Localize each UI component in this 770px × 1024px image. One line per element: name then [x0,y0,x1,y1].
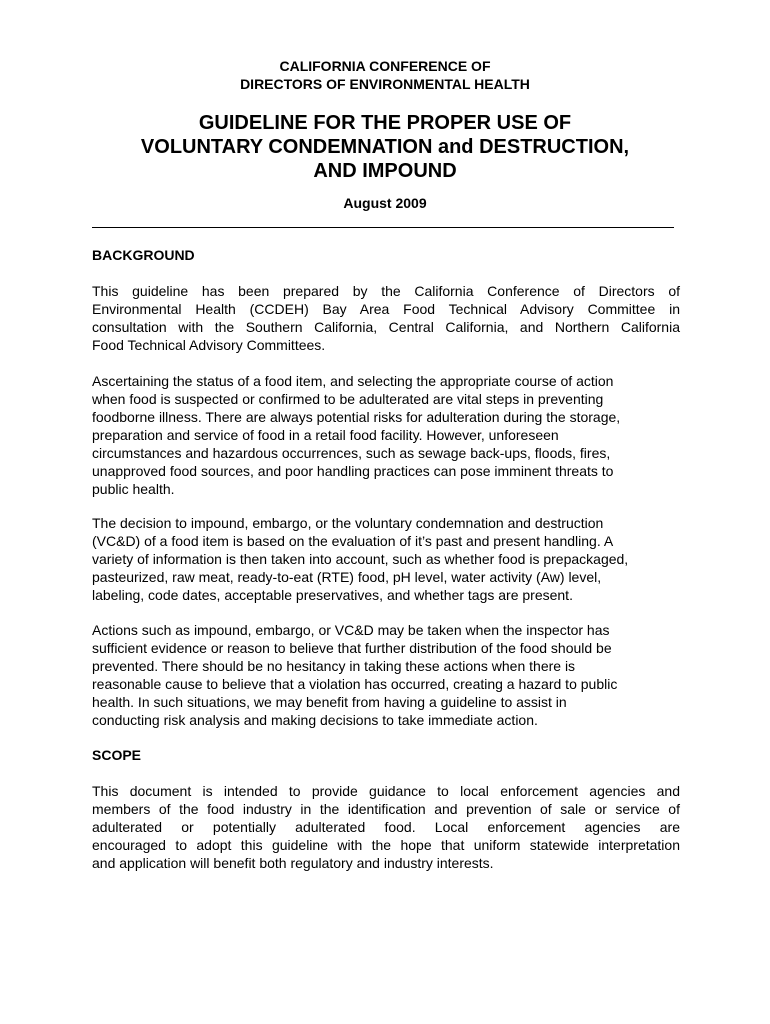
paragraph-line: when food is suspected or confirmed to be adulterated are vital steps in preventing [92,391,604,407]
horizontal-rule [92,227,674,228]
paragraph-line: labeling, code dates, acceptable preservatives, and whether tags are present. [92,587,573,603]
paragraph-line: consultation with the Southern California, Central California, and Northern California [92,319,680,335]
paragraph-line: encouraged to adopt this guideline with the hope that uniform statewide interpretation [92,837,680,853]
background-paragraph-2 [92,372,680,498]
paragraph-line: members of the food industry in the identification and prevention of sale or service of [92,801,680,817]
paragraph-line: and application will benefit both regulatory and industry interests. [92,855,494,871]
paragraph-line: foodborne illness. There are always potential risks for adulteration during the storage, [92,409,621,425]
paragraph-line: The decision to impound, embargo, or the voluntary condemnation and destruction [92,515,604,531]
paragraph-line: circumstances and hazardous occurrences, such as sewage back-ups, floods, fires, [92,445,611,461]
paragraph-line: health. In such situations, we may benefit from having a guideline to assist in [92,694,567,710]
paragraph-line: adulterated or potentially adulterated food. Local enforcement agencies are [92,819,680,835]
paragraph-line: Food Technical Advisory Committees. [92,337,326,353]
organization-name-line-2: DIRECTORS OF ENVIRONMENTAL HEALTH [240,76,530,92]
section-heading-background: BACKGROUND [92,247,195,263]
paragraph-line: reasonable cause to believe that a violation has occurred, creating a hazard to public [92,676,618,692]
document-title-line-2: VOLUNTARY CONDEMNATION and DESTRUCTION, [140,136,630,158]
paragraph-line: pasteurized, raw meat, ready-to-eat (RTE) food, pH level, water activity (Aw) level, [92,569,602,585]
background-paragraph-3 [92,514,680,604]
paragraph-line: This document is intended to provide guidance to local enforcement agencies and [92,783,680,799]
paragraph-line: public health. [92,481,175,497]
paragraph-line: variety of information is then taken into account, such as whether food is prepackaged, [92,551,629,567]
organization-name-line-1: CALIFORNIA CONFERENCE OF [279,58,491,74]
paragraph-line: Ascertaining the status of a food item, and selecting the appropriate course of action [92,373,614,389]
paragraph-line: This guideline has been prepared by the California Conference of Directors of [92,283,680,299]
paragraph-line: Actions such as impound, embargo, or VC&D may be taken when the inspector has [92,622,610,638]
paragraph-line: prevented. There should be no hesitancy in taking these actions when there is [92,658,576,674]
document-title-line-1: GUIDELINE FOR THE PROPER USE OF [198,112,572,134]
section-heading-scope: SCOPE [92,747,142,763]
paragraph-line: Environmental Health (CCDEH) Bay Area Food Technical Advisory Committee in [92,301,680,317]
paragraph-line: conducting risk analysis and making decisions to take immediate action. [92,712,538,728]
paragraph-line: preparation and service of food in a retail food facility. However, unforeseen [92,427,559,443]
paragraph-line: unapproved food sources, and poor handling practices can pose imminent threats to [92,463,614,479]
background-paragraph-4 [92,621,680,729]
background-paragraph-1 [92,282,680,354]
scope-paragraph-1 [92,782,680,872]
document-date: August 2009 [343,195,427,211]
paragraph-line: (VC&D) of a food item is based on the evaluation of it’s past and present handling. A [92,533,614,549]
document-title-line-3: AND IMPOUND [313,160,457,182]
paragraph-line: sufficient evidence or reason to believe that further distribution of the food should be [92,640,612,656]
